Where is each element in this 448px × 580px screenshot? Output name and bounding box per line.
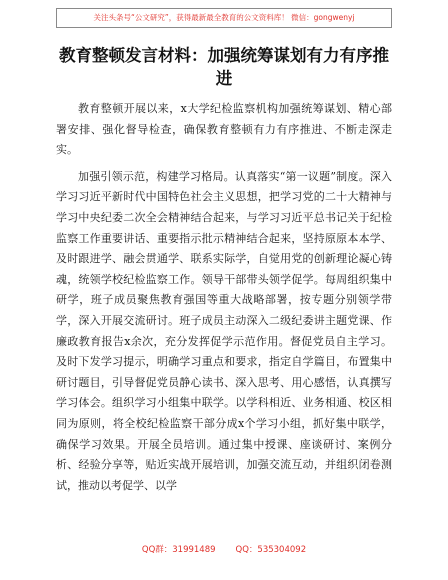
footer-qq: QQ：535304092 [235,545,307,555]
promo-banner: 关注头条号“公文研究”，获得最新最全教育的公文资料库！ 微信：gongwenyj [56,8,392,28]
body-paragraph: 教育整顿开展以来，x大学纪检监察机构加强统筹谋划、精心部署安排、强化督导检查，确保教育整顿有力有序推进、不断走深走实。 [56,102,392,157]
footer-contact [0,543,448,555]
document-body [56,99,392,496]
footer-qq-group: QQ群：31991489 [141,545,216,555]
document-title: 教育整顿发言材料：加强统筹谋划有力有序推进 [59,46,389,88]
body-paragraph: 加强引领示范，构建学习格局。认真落实“第一议题”制度。深入学习习近平新时代中国特色社会主义思想，把学习党的二十大精神与学习中央纪委二次全会精神结合起来，与学习习近平总书记关于纪检监察工作重要讲话、重要指示批示精神结合起来，坚持原原本本学、及时跟进学、融会贯通学、联系实际学，自觉用党的创新理论凝心铸魂，统领学校纪检监察工作。领导干部带头领学促学。每周组织集中研学，班子成员聚焦教育强国等重大战略部署，按专题分别领学带学，深入开展交流研讨。班子成员主动深入二级纪委讲主题党课、作廉政教育报告x余次，充分发挥促学示范作用。督促党员自主学习。及时下发学习提示，明确学习重点和要求，指定自学篇目，布置集中研讨题目，引导督促党员静心读书、深入思考、用心感悟，认真撰写学习体会。组织学习小组集中联学。以学科相近、业务相通、校区相同为原则，将全校纪检监察干部分成x个学习小组，抓好集中联学，确保学习效果。开展全员培训。通过集中授课、座谈研讨、案例分析、经验分享等，贴近实战开展培训，加强交流互动，并组织闭卷测试，推动以考促学、以学 [56,169,392,492]
